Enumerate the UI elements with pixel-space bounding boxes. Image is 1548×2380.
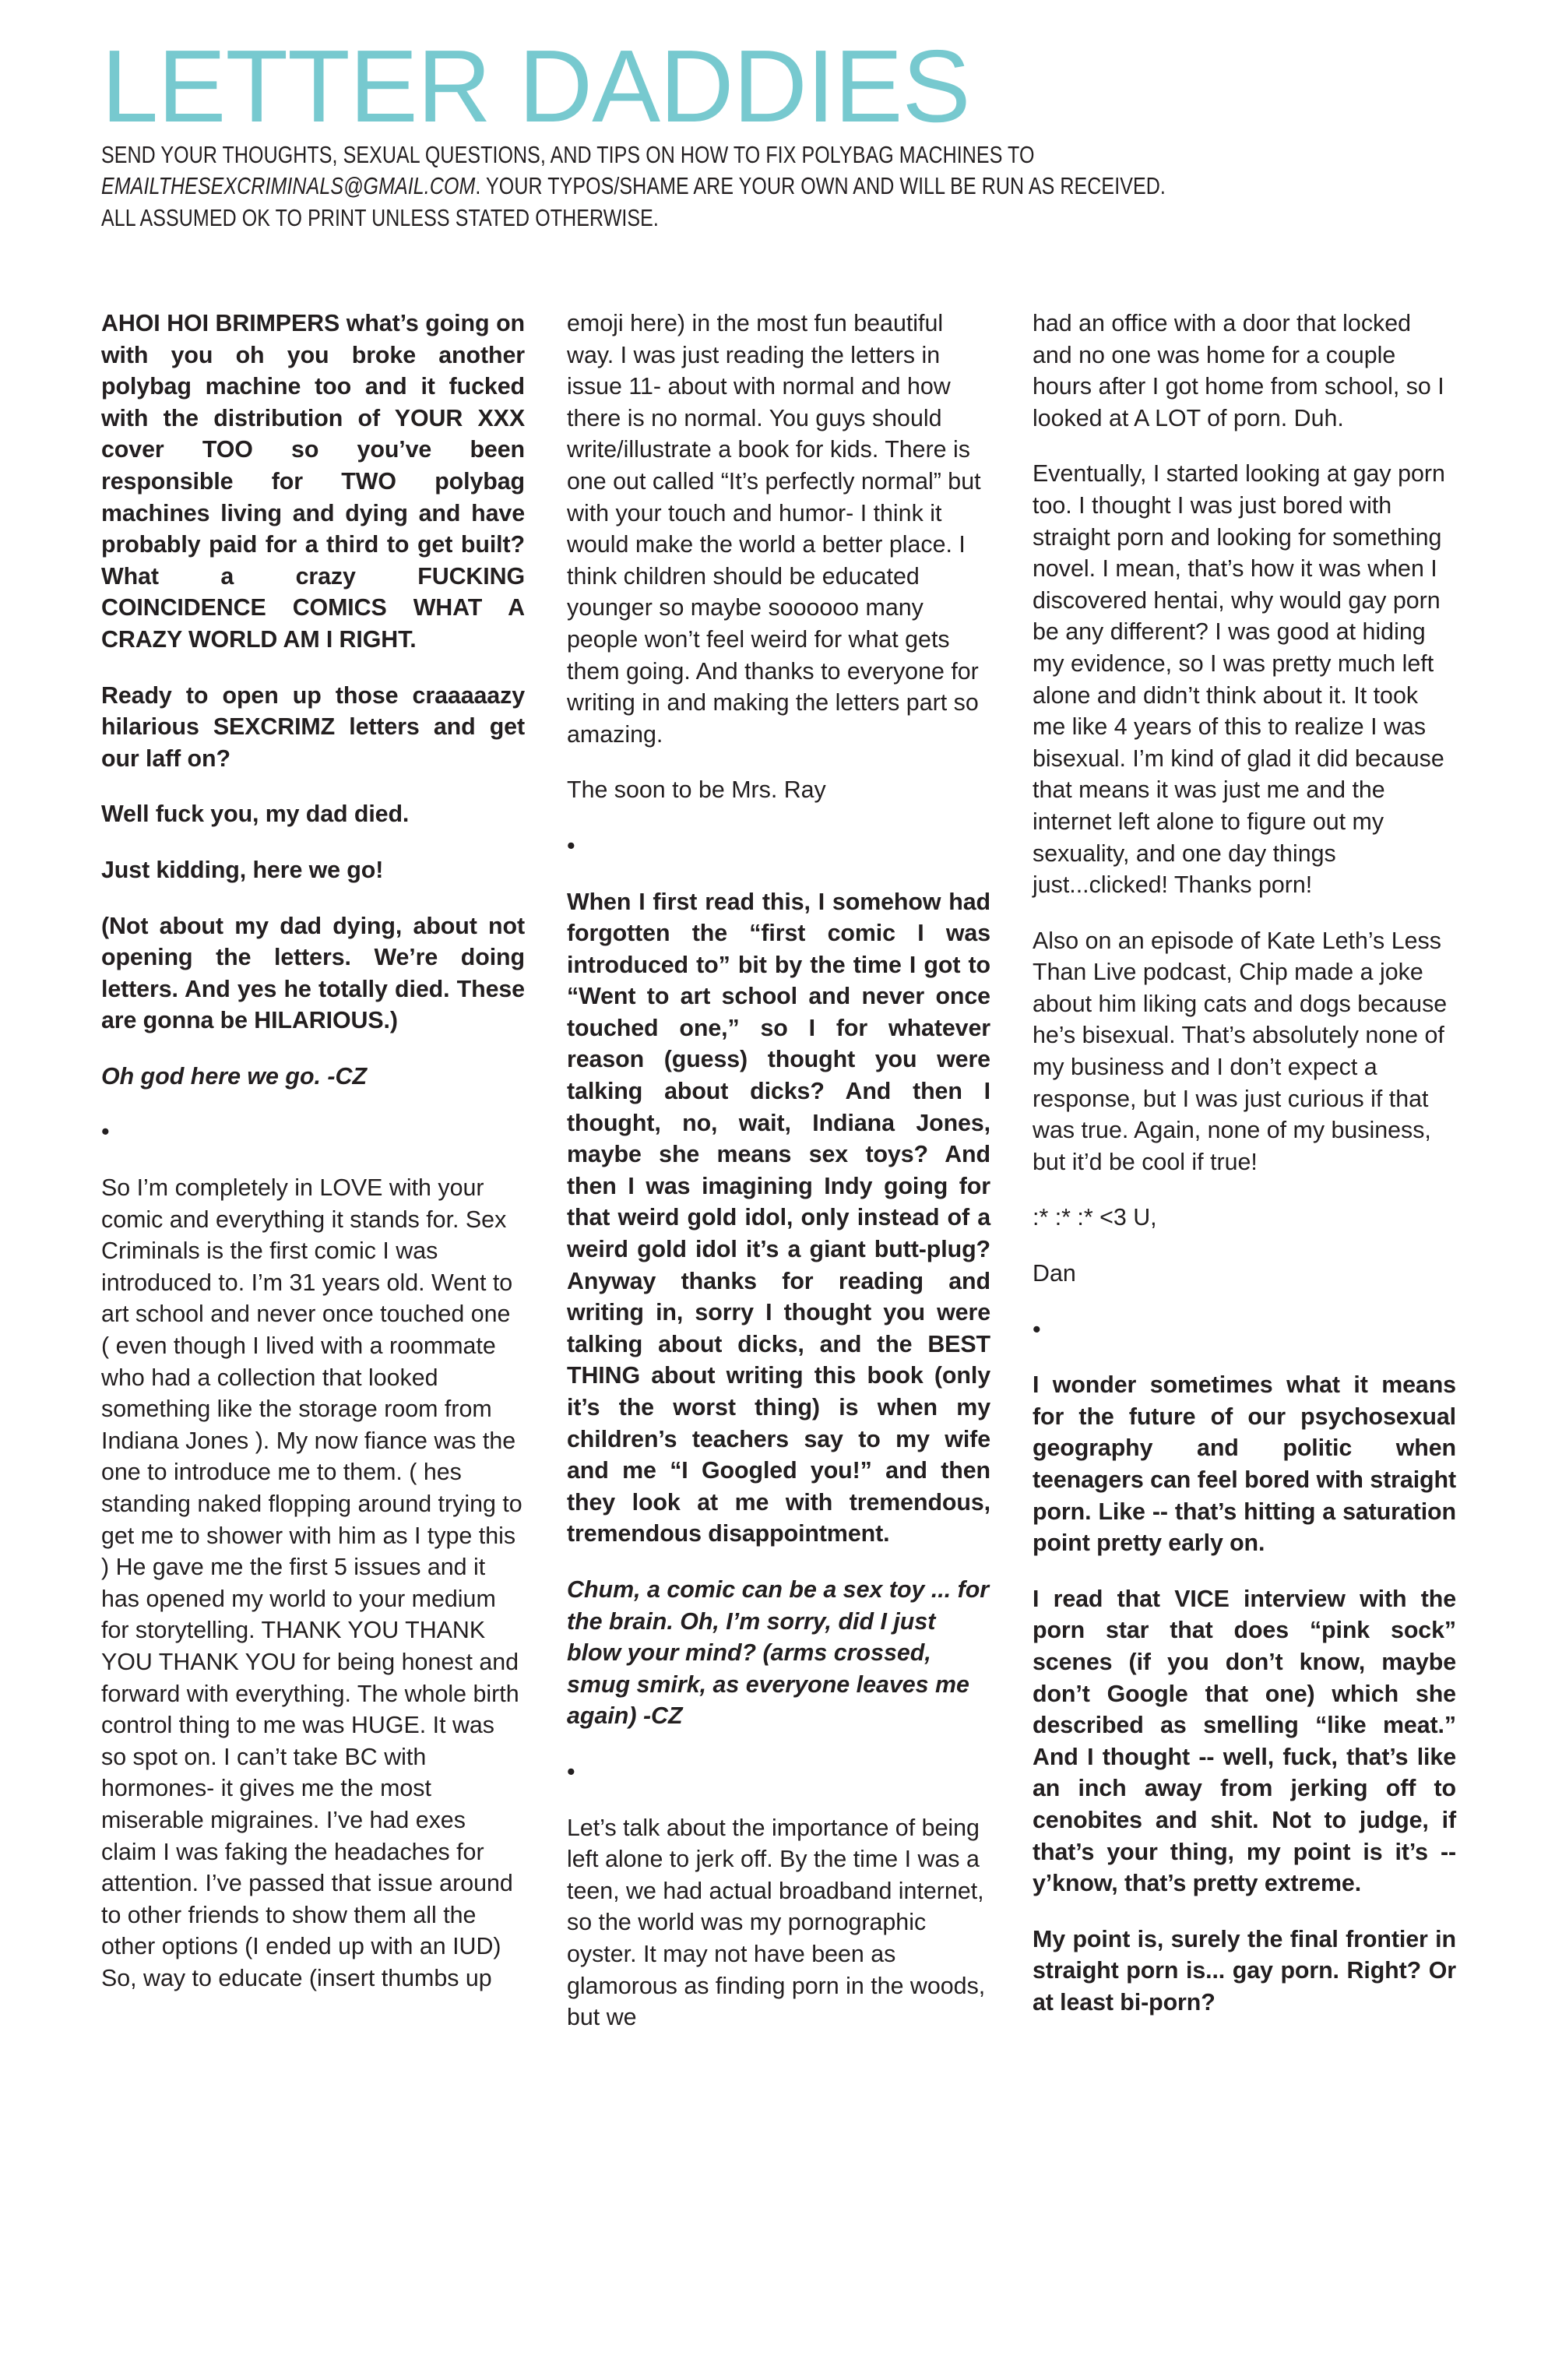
editor-signature-cz-1: Oh god here we go. -CZ xyxy=(101,1062,368,1090)
letter-separator-bullet-1: • xyxy=(101,1118,110,1146)
letter-ray-body-part-2: emoji here) in the most fun beautiful way. I was just reading the letters in issue 11- about with normal and how there is no normal. You guys should write/illustrate a book for kids. There is one out called “It’s perfectly normal” but with your touch and humor- I think it would make the world a better place. I think children should be educated younger so maybe soooooo many people won’t feel weird for what gets them going. And thanks to everyone for writing in and making the letters part so amazing. xyxy=(567,310,981,748)
letter-ray-body-part-1: So I’m completely in LOVE with your comic and everything it stands for. Sex Criminals is the first comic I was introduced to. I’m 31 years old. Went to art school and never once touched one ( even though I lived with a roommate who had a collection that looked something like the storage room from Indiana Jones ). My now fiance was the one to introduce me to them. ( hes standing naked flopping around trying to get me to shower with him as I type this ) He gave me the first 5 issues and it has opened my world to your medium for storytelling. THANK YOU THANK YOU THANK YOU for being honest and forward with everything. The whole birth control thing to me was HUGE. It was so spot on. I can’t take BC with hormones- it gives me the most miserable migraines. I’ve had exes claim I was faking the headaches for attention. I’ve passed that issue around to other friends to show them all the other options (I ended up with an IUD) So, way to educate (insert thumbs up xyxy=(101,1174,522,1991)
editor-dad-line: Well fuck you, my dad died. xyxy=(101,801,410,828)
letter-dan-kisses-line: :* :* :* <3 U, xyxy=(1033,1204,1157,1231)
page-title: LETTER DADDIES xyxy=(101,29,970,143)
letter-separator-bullet-3: • xyxy=(567,1758,575,1785)
masthead-subtitle-line-2-rest: . YOUR TYPOS/SHAME ARE YOUR OWN AND WILL BE RUN AS RECEIVED. xyxy=(475,173,1166,200)
letter-ray-signoff: The soon to be Mrs. Ray xyxy=(567,776,826,804)
editor-reply-to-dan-part-1: I wonder sometimes what it means for the future of our psychosexual geography and politic when teenagers can feel bored with straight porn. Like -- that’s hitting a saturation point pretty early on. xyxy=(1033,1371,1456,1557)
editor-ready-paragraph: Ready to open up those craaaaazy hilarious SEXCRIMZ letters and get our laff on? xyxy=(101,681,525,772)
editor-reply-to-ray: When I first read this, I somehow had forgotten the “first comic I was introduced to” bit by the time I got to “Went to art school and never once touched one,” so I for whatever reason (guess) thought you were talking about dicks? And then I thought, no, wait, Indiana Jones, maybe she means sex toys? And then I was imagining Indy going for that weird gold idol, only instead of a weird gold idol it’s a giant butt-plug? Anyway thanks for reading and writing in, sorry I thought you were talking about dicks, and the BEST THING about writing this book (only it’s the worst thing) is when my children’s teachers say to my wife and me “I Googled you!” and then they look at me with tremendous, tremendous disappointment. xyxy=(567,888,990,1547)
letter-dan-body-part-4: Also on an episode of Kate Leth’s Less Than Live podcast, Chip made a joke about him liking cats and dogs because he’s bisexual. That’s absolutely none of my business and I don’t expect a response, but I was just curious if that was true. Again, none of my business, but it’d be cool if true! xyxy=(1033,927,1448,1175)
masthead xyxy=(101,29,1472,234)
letter-separator-bullet-2: • xyxy=(567,832,575,859)
column-3 xyxy=(1033,308,1456,2019)
editor-just-kidding-line: Just kidding, here we go! xyxy=(101,856,384,883)
column-1 xyxy=(101,308,525,1994)
letter-dan-body-part-2: had an office with a door that locked and no one was home for a couple hours after I got home from school, so I looked at A LOT of porn. Duh. xyxy=(1033,310,1444,431)
masthead-subtitle-line-3: ALL ASSUMED OK TO PRINT UNLESS STATED OTHERWISE. xyxy=(101,204,659,231)
letter-dan-body-part-3: Eventually, I started looking at gay porn too. I thought I was just bored with straight porn and looking for something novel. I mean, that’s how it was when I discovered hentai, why would gay porn be any different? I was good at hiding my evidence, so I was pretty much left alone and didn’t think about it. It took me like 4 years of this to realize I was bisexual. I’m kind of glad it did because that means it was just me and the internet left alone to figure out my sexuality, and one day things just...clicked! Thanks porn! xyxy=(1033,460,1445,899)
masthead-subtitle-line-2 xyxy=(101,171,1472,202)
article-columns xyxy=(101,308,1456,2033)
letter-separator-bullet-4: • xyxy=(1033,1315,1041,1343)
masthead-subtitle xyxy=(101,139,1472,234)
masthead-subtitle-line-1: SEND YOUR THOUGHTS, SEXUAL QUESTIONS, AND TIPS ON HOW TO FIX POLYBAG MACHINES TO xyxy=(101,141,1035,168)
column-2 xyxy=(567,308,990,2033)
editor-reply-to-dan-part-3: My point is, surely the final frontier in straight porn is... gay porn. Right? Or at least bi-porn? xyxy=(1033,1925,1456,2016)
letter-dan-body-part-1: Let’s talk about the importance of being left alone to jerk off. By the time I was a teen, we had actual broadband internet, so the world was my pornographic oyster. It may not have been as glamorous as finding porn in the woods, but we xyxy=(567,1814,986,2031)
editor-reply-to-dan-part-2: I read that VICE interview with the porn star that does “pink sock” scenes (if you don’t know, maybe don’t Google that one) which she described as smelling “like meat.” And I thought -- well, fuck, that’s like an inch away from jerking off to cenobites and shit. Not to judge, if that’s your thing, my point is it’s -- y’know, that’s pretty extreme. xyxy=(1033,1585,1456,1897)
editor-clarification-paragraph: (Not about my dad dying, about not opening the letters. We’re doing letters. And yes he totally died. These are gonna be HILARIOUS.) xyxy=(101,912,525,1034)
editor-signature-cz-2: Chum, a comic can be a sex toy ... for the brain. Oh, I’m sorry, did I just blow your mind? (arms crossed, smug smirk, as everyone leaves me again) -CZ xyxy=(567,1576,990,1730)
submission-email: EMAILTHESEXCRIMINALS@GMAIL.COM xyxy=(101,173,476,200)
editor-intro-paragraph: AHOI HOI BRIMPERS what’s going on with you oh you broke another polybag machine too and it fucked with the distribution of YOUR XXX cover TOO so you’ve been responsible for TWO polybag machines living and dying and have probably paid for a third to get built? What a crazy FUCKING COINCIDENCE COMICS WHAT A CRAZY WORLD AM I RIGHT. xyxy=(101,310,525,653)
letter-dan-signature: Dan xyxy=(1033,1260,1076,1287)
